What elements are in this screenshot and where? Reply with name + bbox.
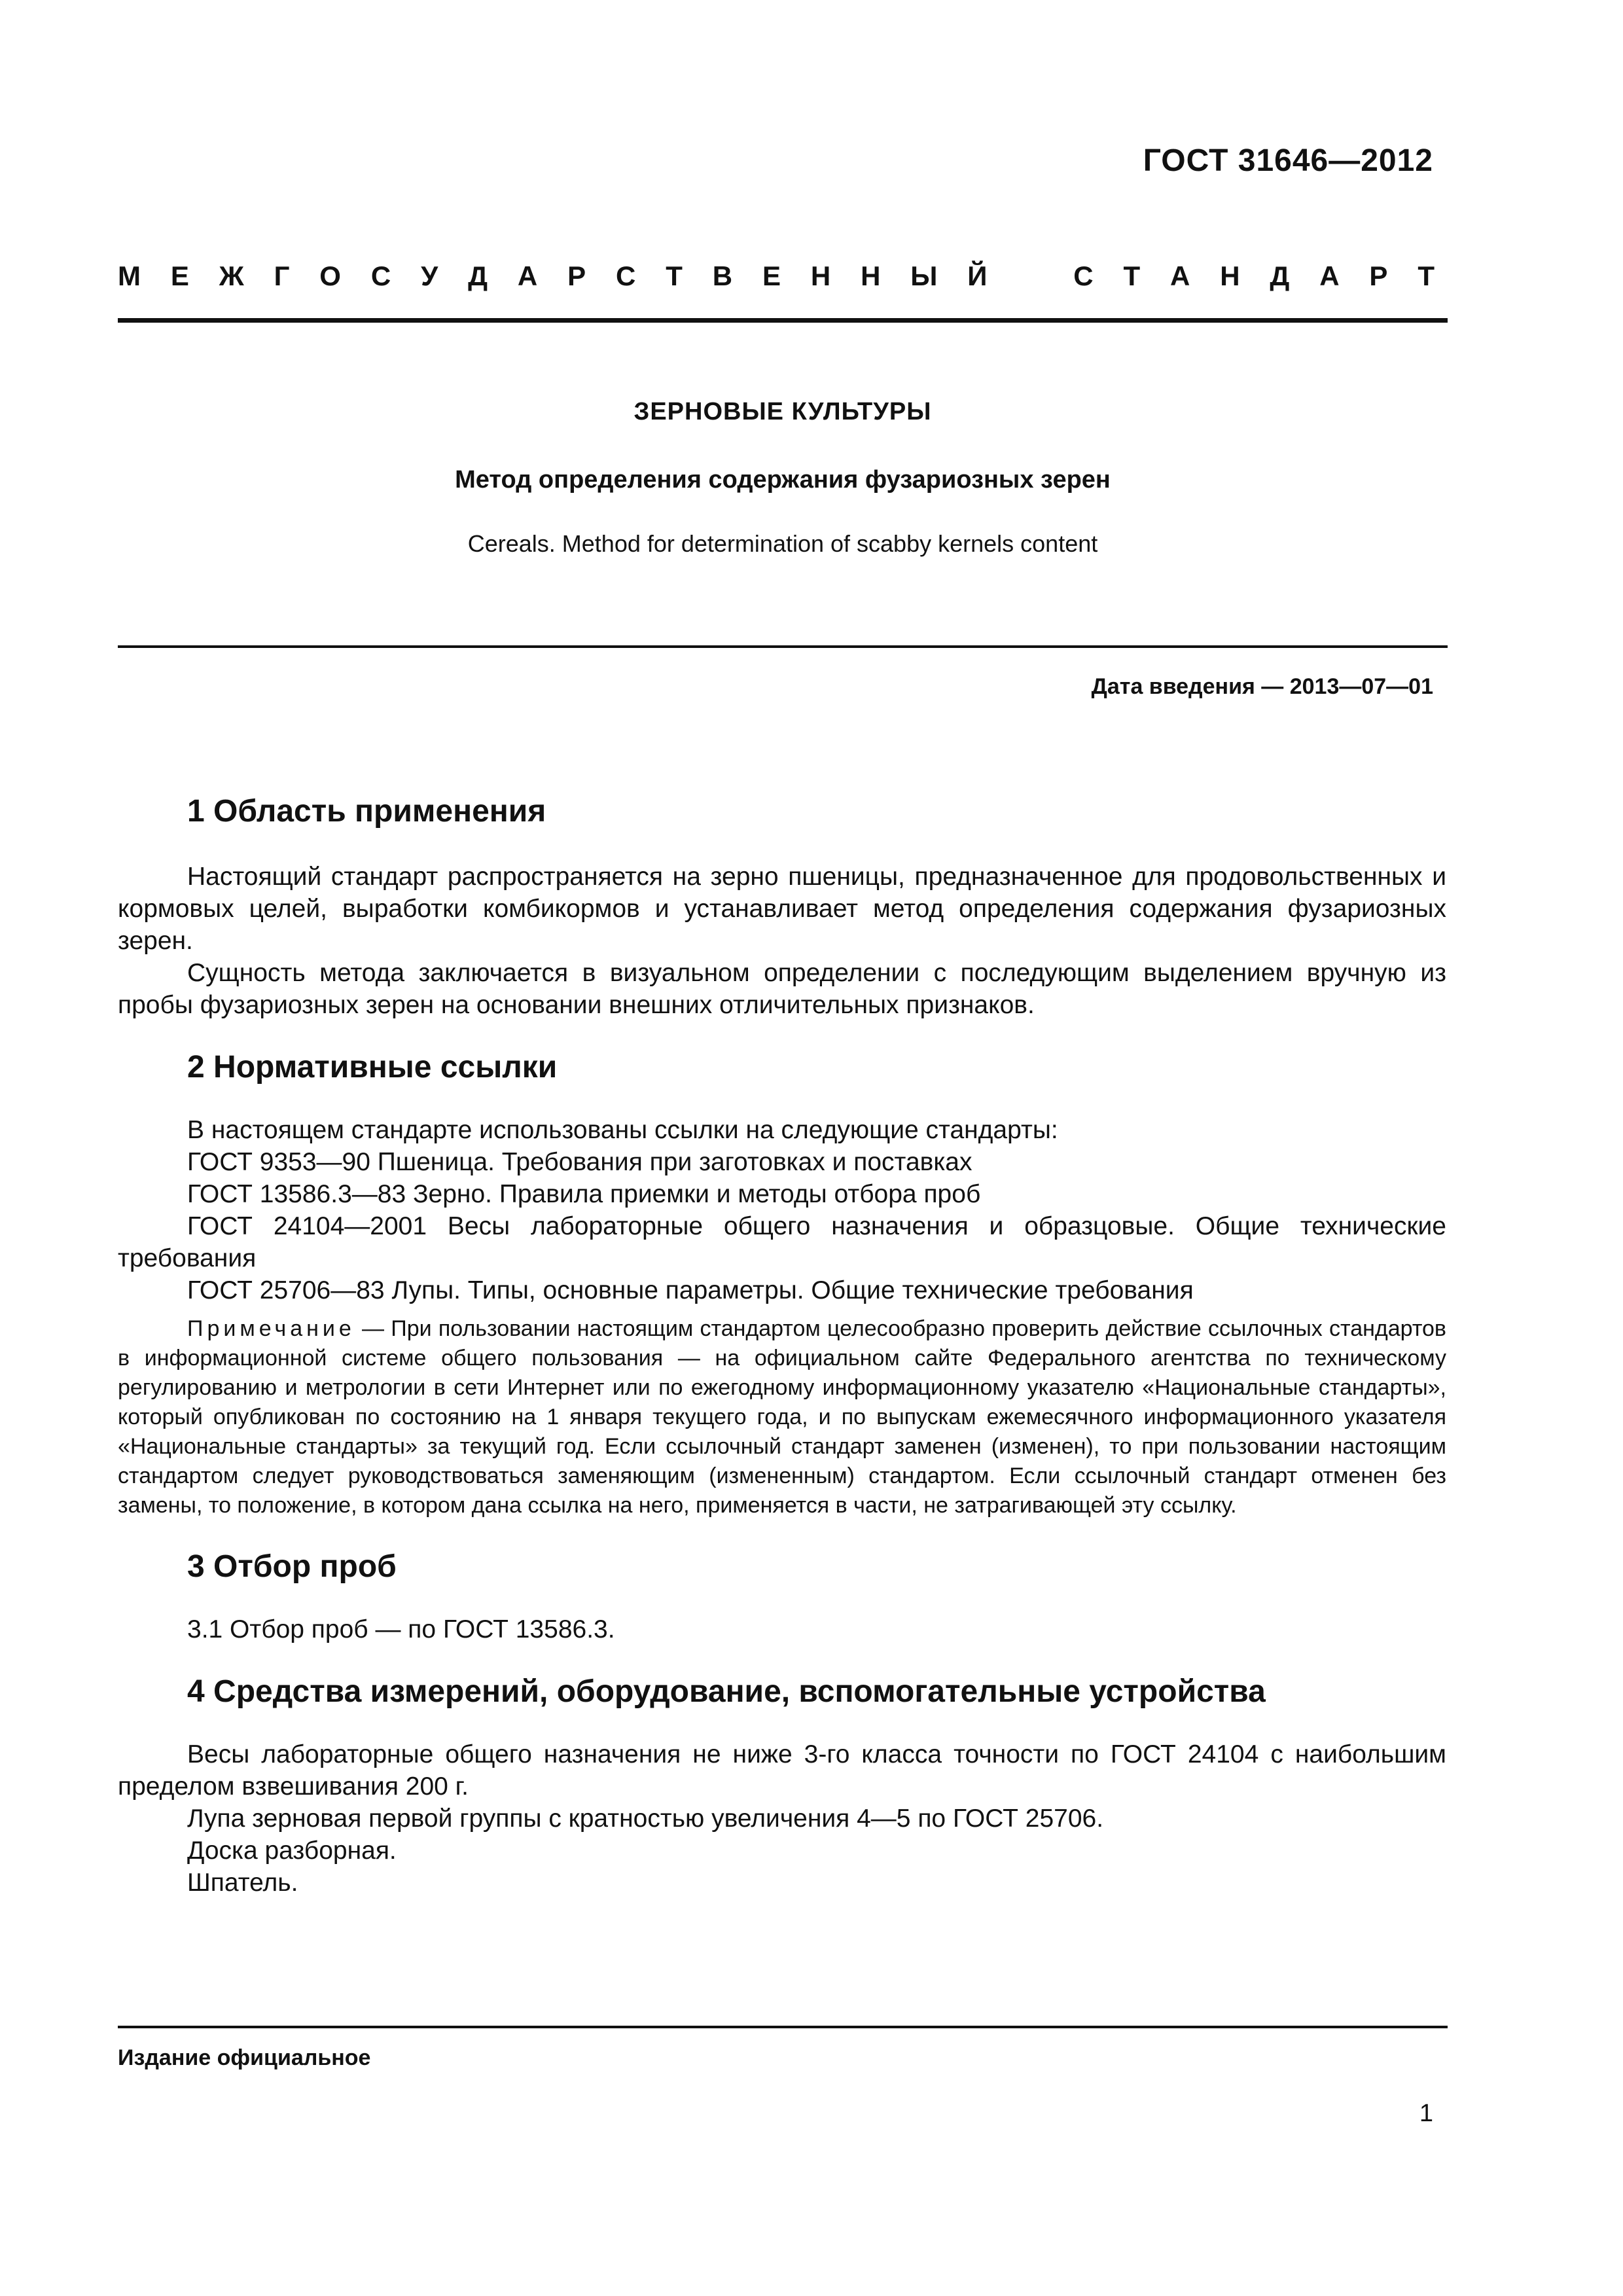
section-heading: 1 Область применения bbox=[187, 794, 546, 829]
category-letter: Н bbox=[861, 260, 881, 291]
section-normative-references bbox=[118, 1045, 1446, 1520]
document-subtitle: Метод определения содержания фузариозных зерен bbox=[455, 466, 1111, 493]
footer-divider bbox=[118, 2026, 1448, 2028]
section-sampling bbox=[118, 1544, 1446, 1645]
paragraph: Шпатель. bbox=[187, 1869, 298, 1897]
document-title: ЗЕРНОВЫЕ КУЛЬТУРЫ bbox=[633, 398, 932, 425]
category-letter: Т bbox=[1418, 260, 1435, 291]
category-letter: Е bbox=[762, 260, 781, 291]
category-letter: Й bbox=[967, 260, 988, 291]
category-letter: Е bbox=[170, 260, 189, 291]
section-heading: 4 Средства измерений, оборудование, вспомогательные устройства bbox=[187, 1674, 1266, 1709]
category-letter: Н bbox=[1220, 260, 1240, 291]
word-gap bbox=[1017, 257, 1043, 296]
reference-item: ГОСТ 24104—2001 Весы лабораторные общего назначения и образцовые. Общие технические требования bbox=[118, 1212, 1446, 1272]
note-text: — При пользовании настоящим стандартом целесообразно проверить действие ссылочных стандартов в информационной системе общего пользования — на официальном сайте Федерального агентства по техническому регулированию и метрологии в сети Интернет или по ежегодному информационному указателю «Национальные стандарты», который опубликован по состоянию на 1 января текущего года, и по выпускам ежемесячного информационного указателя «Национальные стандарты» за текущий год. Если ссылочный стандарт заменен (изменен), то при пользовании настоящим стандартом следует руководствоваться заменяющим (измененным) стандартом. Если ссылочный стандарт отменен без замены, то положение, в котором дана ссылка на него, применяется в части, не затрагивающей эту ссылку. bbox=[118, 1316, 1446, 1518]
category-letter: А bbox=[1319, 260, 1340, 291]
paragraph: Весы лабораторные общего назначения не ниже 3-го класса точности по ГОСТ 24104 с наибольшим пределом взвешивания 200 г. bbox=[118, 1740, 1446, 1801]
reference-item: ГОСТ 13586.3—83 Зерно. Правила приемки и методы отбора проб bbox=[187, 1180, 981, 1208]
paragraph: Настоящий стандарт распространяется на зерно пшеницы, предназначенное для продовольственных и кормовых целей, выработки комбикормов и устанавливает метод определения содержания фузариозных зерен. bbox=[118, 863, 1446, 955]
category-letter: С bbox=[1073, 260, 1094, 291]
category-letter: М bbox=[118, 260, 141, 291]
paragraph: В настоящем стандарте использованы ссылки на следующие стандарты: bbox=[187, 1116, 1058, 1144]
section-heading: 2 Нормативные ссылки bbox=[187, 1050, 558, 1085]
section-scope bbox=[118, 789, 1446, 1021]
category-letter: Г bbox=[274, 260, 290, 291]
reference-item: ГОСТ 25706—83 Лупы. Типы, основные параметры. Общие технические требования bbox=[187, 1276, 1194, 1304]
header-divider bbox=[118, 318, 1448, 323]
paragraph: Доска разборная. bbox=[187, 1837, 397, 1865]
category-letter: Ж bbox=[219, 260, 244, 291]
document-body bbox=[118, 789, 1446, 1899]
category-letter: В bbox=[712, 260, 733, 291]
category-letter: Т bbox=[1123, 260, 1141, 291]
category-letter: С bbox=[370, 260, 391, 291]
category-letter: А bbox=[517, 260, 538, 291]
category-letter: Р bbox=[567, 260, 586, 291]
paragraph: Лупа зерновая первой группы с кратностью увеличения 4—5 по ГОСТ 25706. bbox=[187, 1804, 1104, 1833]
section-heading: 3 Отбор проб bbox=[187, 1549, 397, 1584]
official-edition-label: Издание официальное bbox=[118, 2045, 371, 2070]
introduction-date: Дата введения — 2013—07—01 bbox=[1091, 674, 1433, 699]
document-title-english: Cereals. Method for determination of scabby kernels content bbox=[467, 530, 1098, 557]
category-letter: А bbox=[1169, 260, 1190, 291]
document-category-header bbox=[118, 257, 1435, 296]
title-divider bbox=[118, 645, 1448, 648]
category-letter: С bbox=[615, 260, 636, 291]
category-letter: Т bbox=[666, 260, 683, 291]
page-number: 1 bbox=[1419, 2100, 1433, 2127]
category-letter: Д bbox=[468, 260, 488, 291]
category-letter: Н bbox=[810, 260, 831, 291]
paragraph: 3.1 Отбор проб — по ГОСТ 13586.3. bbox=[187, 1615, 615, 1643]
note-label: Примечание bbox=[187, 1316, 355, 1341]
category-letter: О bbox=[319, 260, 341, 291]
note bbox=[118, 1314, 1446, 1520]
reference-item: ГОСТ 9353—90 Пшеница. Требования при заготовках и поставках bbox=[187, 1148, 972, 1176]
category-letter: У bbox=[421, 260, 438, 291]
paragraph: Сущность метода заключается в визуальном определении с последующим выделением вручную из пробы фузариозных зерен на основании внешних отличительных признаков. bbox=[118, 959, 1446, 1019]
standard-number: ГОСТ 31646—2012 bbox=[1143, 143, 1433, 178]
category-letter: Р bbox=[1369, 260, 1388, 291]
category-letter: Д bbox=[1270, 260, 1290, 291]
category-letter: Ы bbox=[910, 260, 938, 291]
section-equipment bbox=[118, 1669, 1446, 1899]
